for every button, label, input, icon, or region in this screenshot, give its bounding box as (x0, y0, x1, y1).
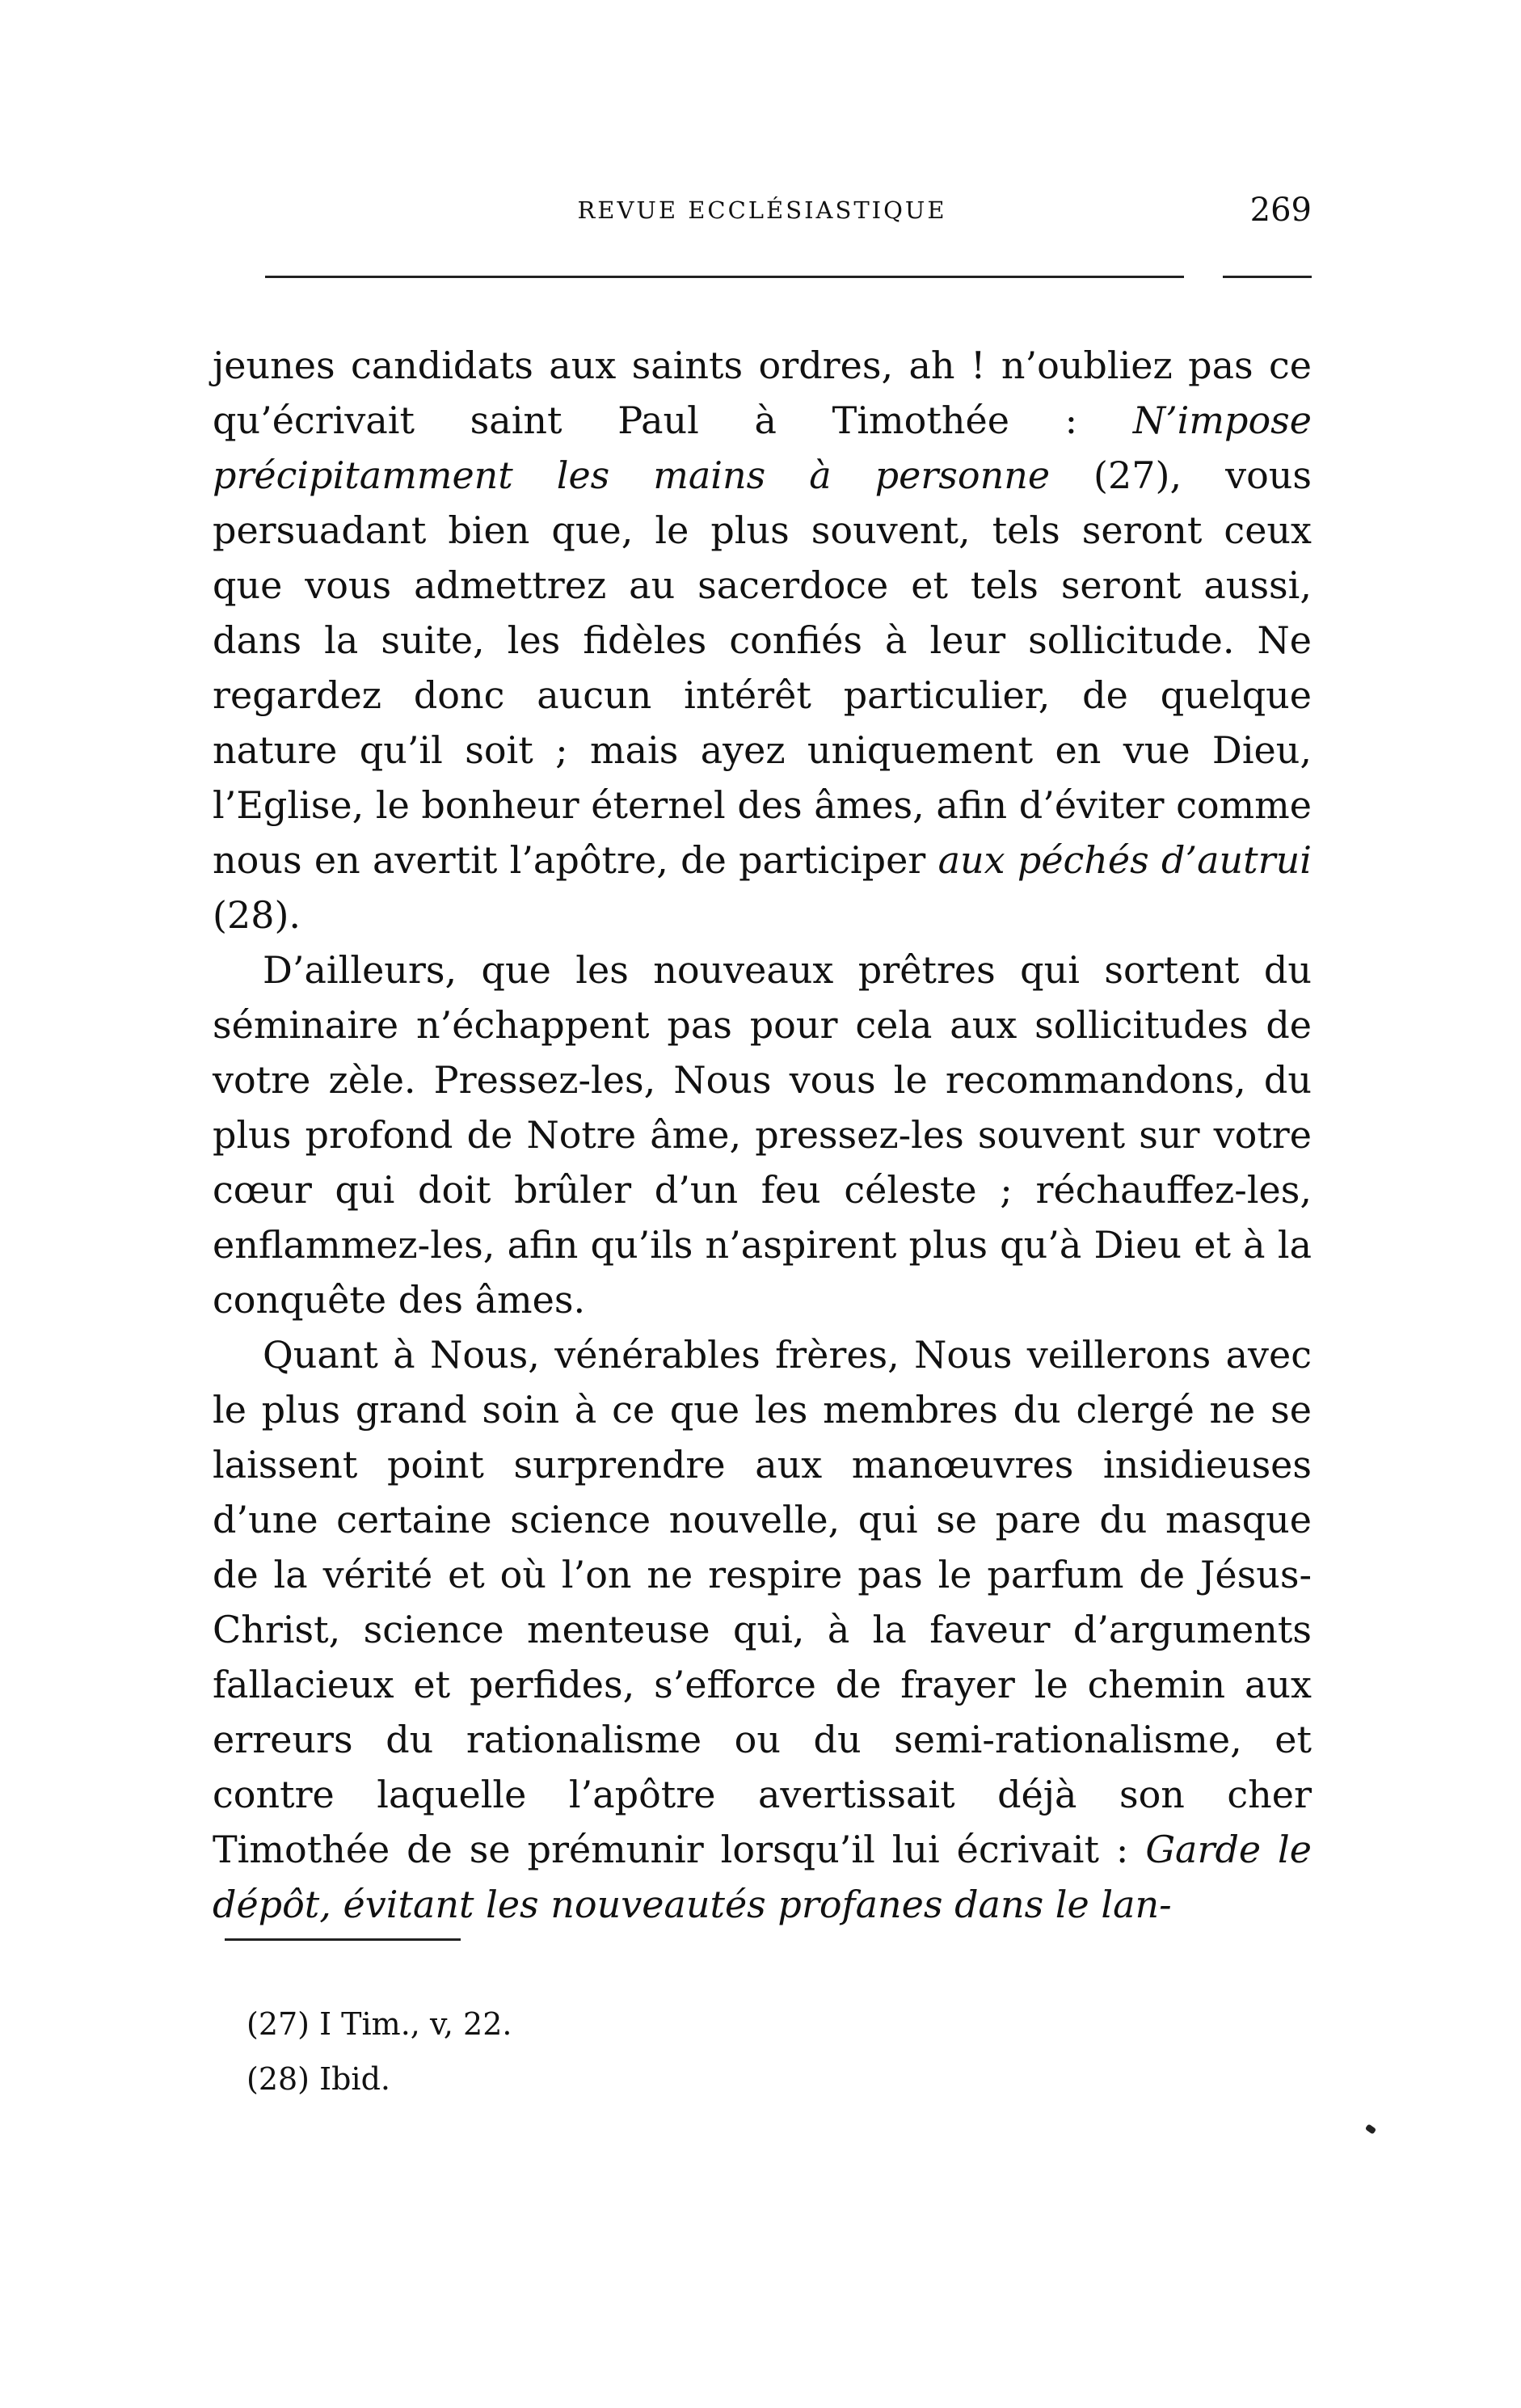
page-header (213, 194, 1312, 242)
footnotes (246, 1997, 512, 2106)
ink-speck (1365, 2123, 1376, 2134)
paragraph-1-text-e: (28). (213, 893, 301, 937)
paragraph-3-text-a: Quant à Nous, vénérables frères, Nous veillerons avec le plus grand soin à ce que les membres du clergé ne se laissent point surprendre aux manœuvres insidieuses d’une certaine science nouvelle, qui se pare du masque de la vérité et où l’on ne respire pas le parfum de Jésus-Christ, science menteuse qui, à la faveur d’arguments fallacieux et perfides, s’efforce de frayer le chemin aux erreurs du rationalisme ou du semi-rationalisme, et contre laquelle l’apôtre avertissait déjà son cher Timothée de se prémunir lorsqu’il lui écrivait : (213, 1333, 1312, 1871)
paragraph-3 (213, 1327, 1312, 1932)
footnote-27: (27) I Tim., v, 22. (246, 2006, 512, 2042)
paragraph-1-text-a: jeunes candidats aux saints ordres, ah ! n’oubliez pas ce qu’écrivait saint Paul à Timothée : (213, 344, 1312, 442)
footnote-rule (225, 1938, 461, 1941)
header-rule (265, 276, 1312, 278)
paragraph-1-italic-quote: N’impose précipitamment les mains à personne (213, 399, 1312, 497)
header-rule-gap (1184, 273, 1223, 280)
paragraph-3-italic-quote: Garde le dépôt, évitant les nouveautés profanes dans le lan- (213, 1828, 1312, 1926)
page-number: 269 (1249, 192, 1312, 229)
paragraph-1-text-c: (27), vous persuadant bien que, le plus souvent, tels seront ceux que vous admettrez au sacerdoce et tels seront aussi, dans la suite, les fidèles confiés à leur sollicitude. Ne regardez donc aucun intérêt particulier, de quelque nature qu’il soit ; mais ayez uniquement en vue Dieu, l’Eglise, le bonheur éternel des âmes, afin d’éviter comme nous en avertit l’apôtre, de participer (213, 453, 1312, 882)
footnote-28: (28) Ibid. (246, 2061, 390, 2097)
paragraph-1-italic-phrase: aux péchés d’autrui (937, 838, 1312, 882)
paragraph-2: D’ailleurs, que les nouveaux prêtres qui sortent du séminaire n’échappent pas pour cela aux sollicitudes de votre zèle. Pressez-les, Nous vous le recommandons, du plus profond de Notre âme, pressez-les souvent sur votre cœur qui doit brûler d’un feu céleste ; réchauffez-les, enflammez-les, afin qu’ils n’aspirent plus qu’à Dieu et à la conquête des âmes. (213, 948, 1312, 1322)
paragraph-1 (213, 338, 1312, 943)
body-text (213, 338, 1312, 1932)
running-title: REVUE ECCLÉSIASTIQUE (577, 196, 947, 224)
